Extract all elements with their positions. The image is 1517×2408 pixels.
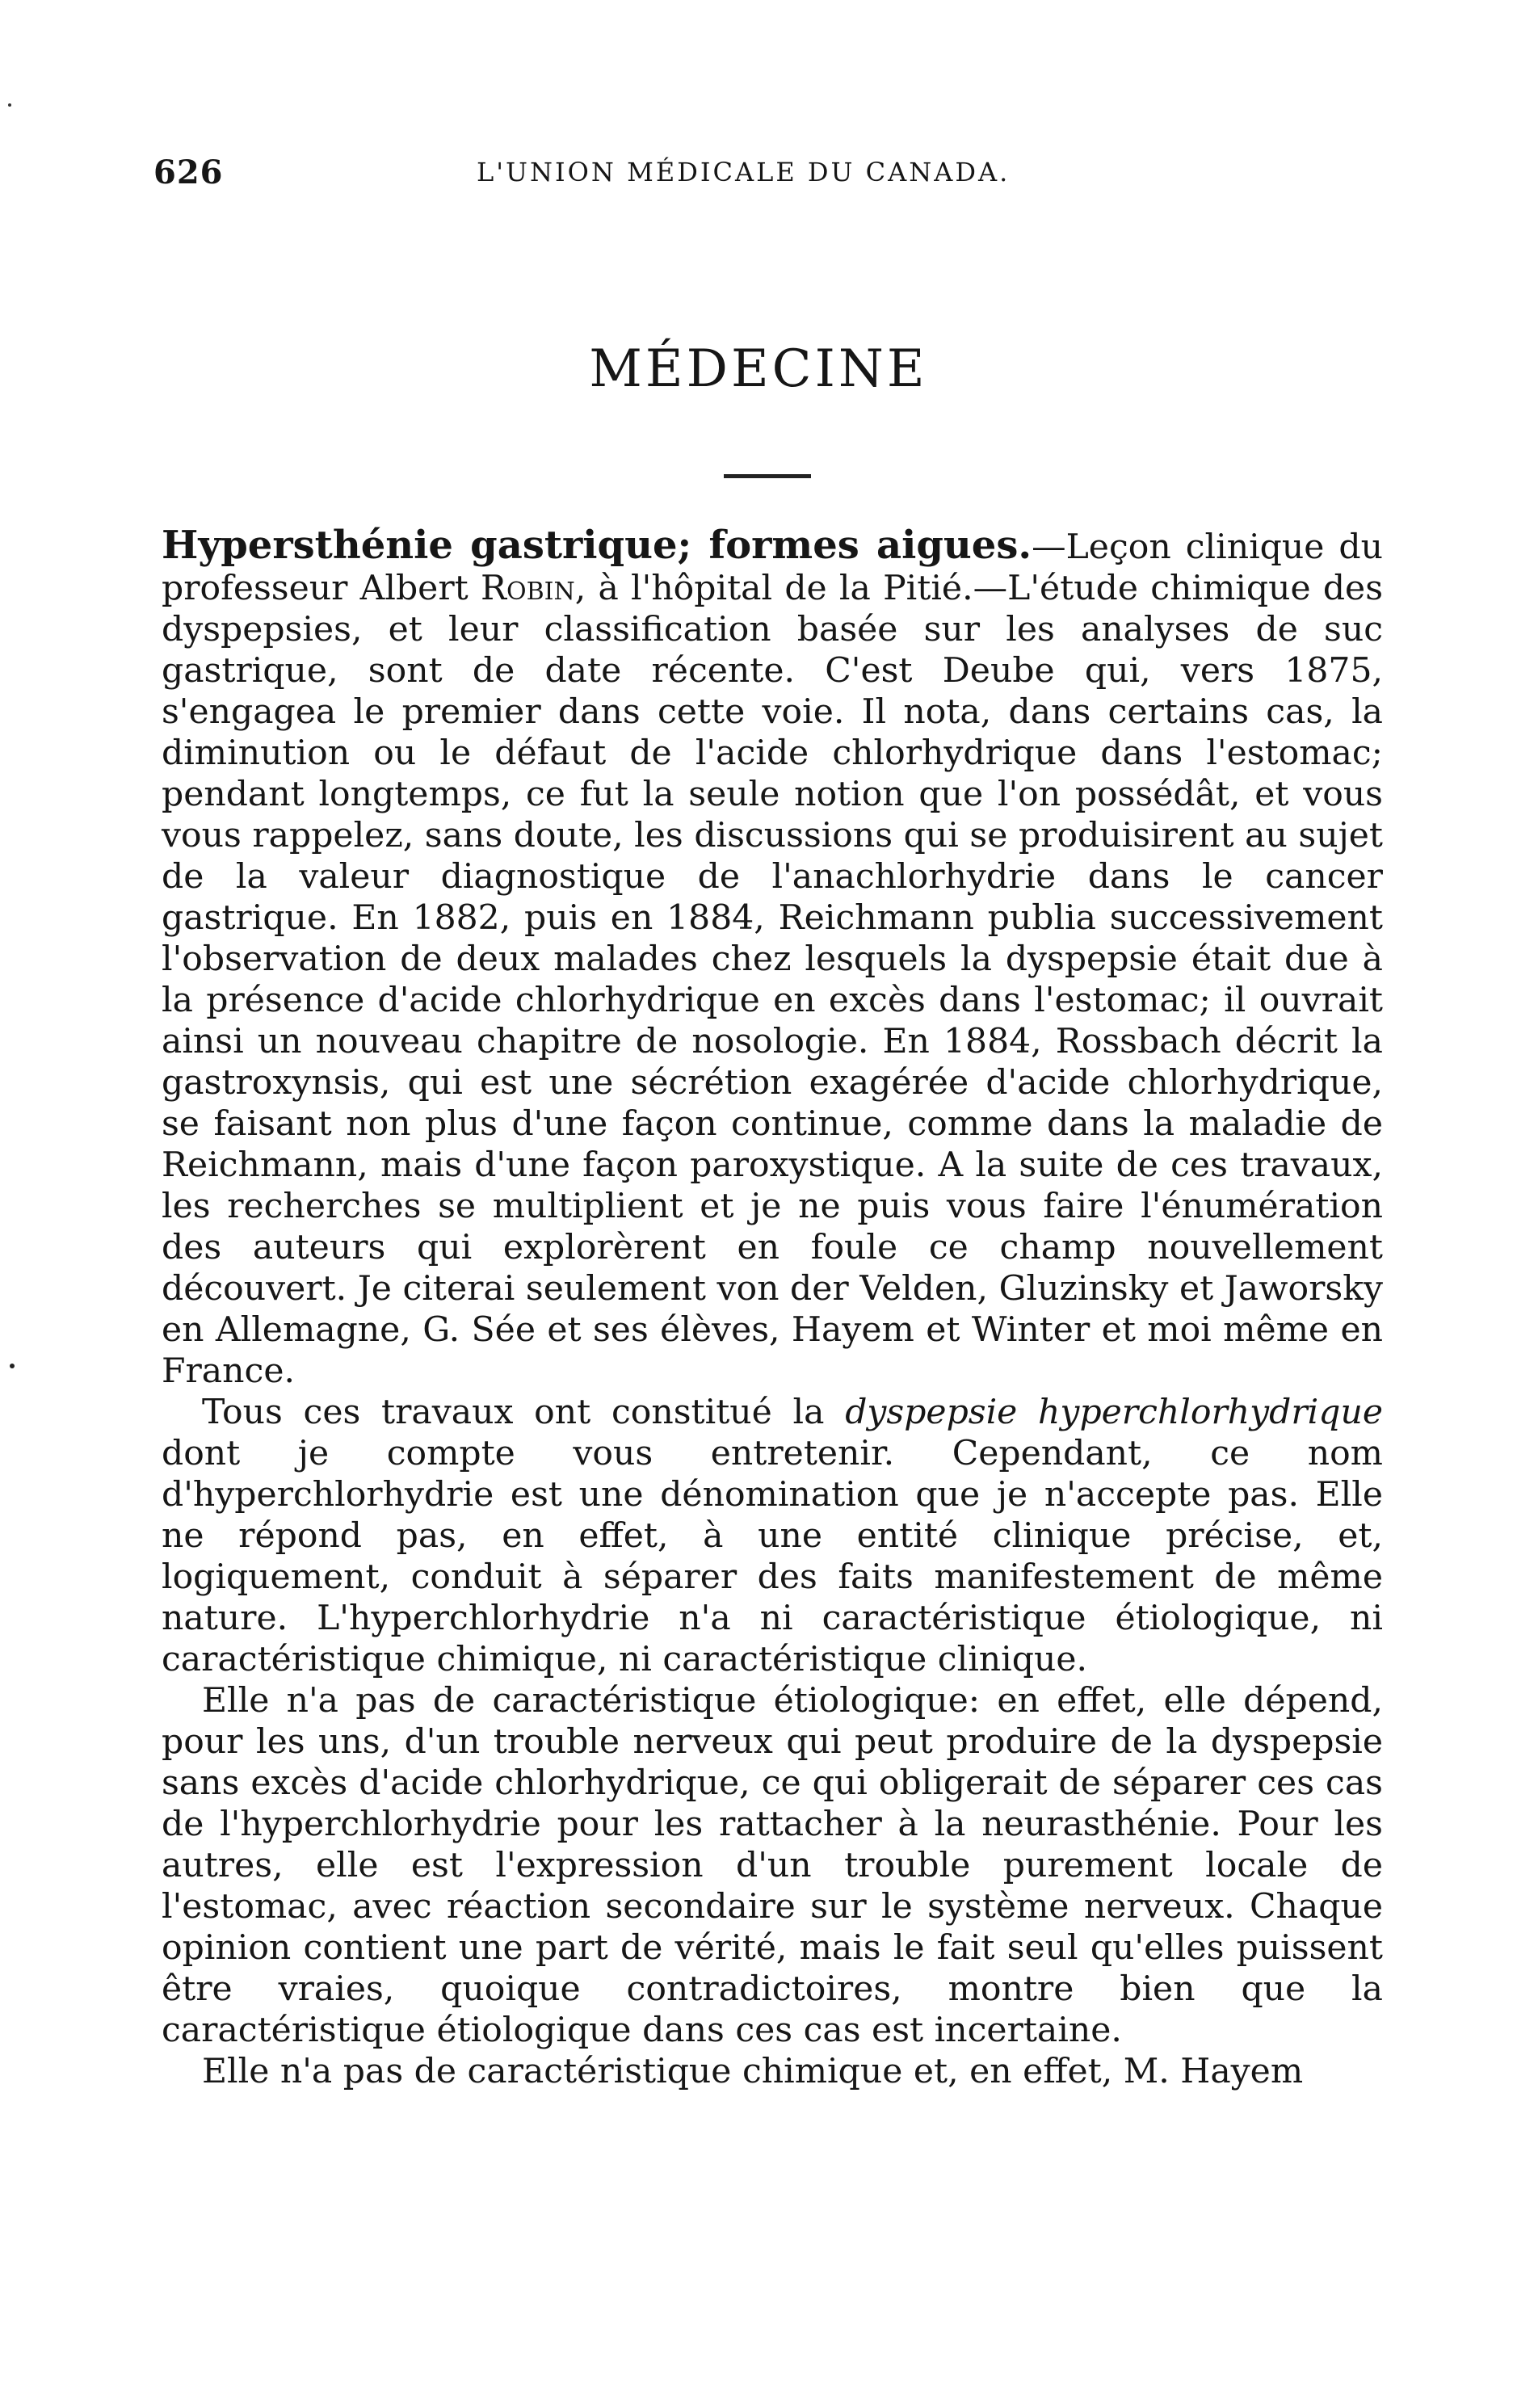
article-headline: Hypersthénie gastrique; formes aigues.: [162, 523, 1032, 568]
journal-title: L'UNION MÉDICALE DU CANADA.: [477, 157, 1011, 187]
scan-speck: [8, 103, 11, 107]
running-head: [153, 153, 1365, 194]
margin-mark: [10, 1364, 15, 1368]
paragraph-2-lead: Tous ces travaux ont constitué la: [202, 1393, 846, 1432]
section-divider: [724, 474, 811, 478]
paragraph-1-text: —L'étude chimique des dyspepsies, et leur classification basée sur les analyses de suc gastrique, sont de date récente. C'est Deube qui, vers 1875, s'engagea le premier dans cette voie. Il nota, dans certains cas, la diminution ou le défaut de l'acide chlorhydrique dans l'estomac; pendant longtemps, ce fut la seule notion que l'on possédât, et vous vous rappelez, sans doute, les discussions qui se produisirent au sujet de la valeur diagnostique de l'anachlorhydrie dans le cancer gastrique. En 1882, puis en 1884, Reichmann publia successivement l'observation de deux malades chez lesquels la dyspepsie était due à la présence d'acide chlorhydrique en excès dans l'estomac; il ouvrait ainsi un nouveau chapitre de nosologie. En 1884, Rossbach décrit la gastroxynsis, qui est une sécrétion exagérée d'acide chlorhydrique, se faisant non plus d'une façon continue, comme dans la maladie de Reichmann, mais d'une façon paroxystique. A la suite de ces travaux, les recherches se multiplient et je ne puis vous faire l'énumération des auteurs qui explorèrent en foule ce champ nouvellement découvert. Je citerai seulement von der Velden, Gluzinsky et Jaworsky en Allemagne, G. Sée et ses élèves, Hayem et Winter et moi même en France.: [162, 569, 1384, 1391]
paragraph-2-rest: dont je compte vous entretenir. Cependant, ce nom d'hyperchlorhydrie est une dénomination que je n'accepte pas. Elle ne répond pas, en effet, à une entité clinique précise, et, logiquement, conduit à séparer des faits manifestement de même nature. L'hyperchlorhydrie n'a ni caractéristique étiologique, ni caractéristique chimique, ni caractéristique clinique.: [162, 1434, 1383, 1679]
section-title: MÉDECINE: [589, 339, 928, 399]
byline-lead: —Leçon clinique du professeur Albert: [162, 527, 1384, 608]
article-paragraph-4: Elle n'a pas de caractéristique chimique et, en effet, M. Hayem: [202, 2052, 1304, 2091]
article-paragraph-2: [162, 1392, 1383, 1680]
page-number: 626: [153, 153, 224, 191]
article-body: [162, 525, 1383, 2092]
byline-rest: , à l'hôpital de la Pitié.: [574, 569, 973, 608]
article-paragraph-3: Elle n'a pas de caractéristique étiologique: en effet, elle dépend, pour les uns, d'un trouble nerveux qui peut produire de la dyspepsie sans excès d'acide chlorhydrique, ce qui obligerait de séparer ces cas de l'hyperchlorhydrie pour les rattacher à la neurasthénie. Pour les autres, elle est l'expression d'un trouble purement locale de l'estomac, avec réaction secondaire sur le système nerveux. Chaque opinion contient une part de vérité, mais le fait seul qu'elles puissent être vraies, quoique contradictoires, montre bien que la caractéristique étiologique dans ces cas est incertaine.: [162, 1681, 1383, 2050]
author-name: Robin: [480, 569, 575, 608]
article-paragraph-1: [162, 525, 1383, 1392]
paragraph-2-term: dyspepsie hyperchlorhydrique: [845, 1393, 1384, 1432]
